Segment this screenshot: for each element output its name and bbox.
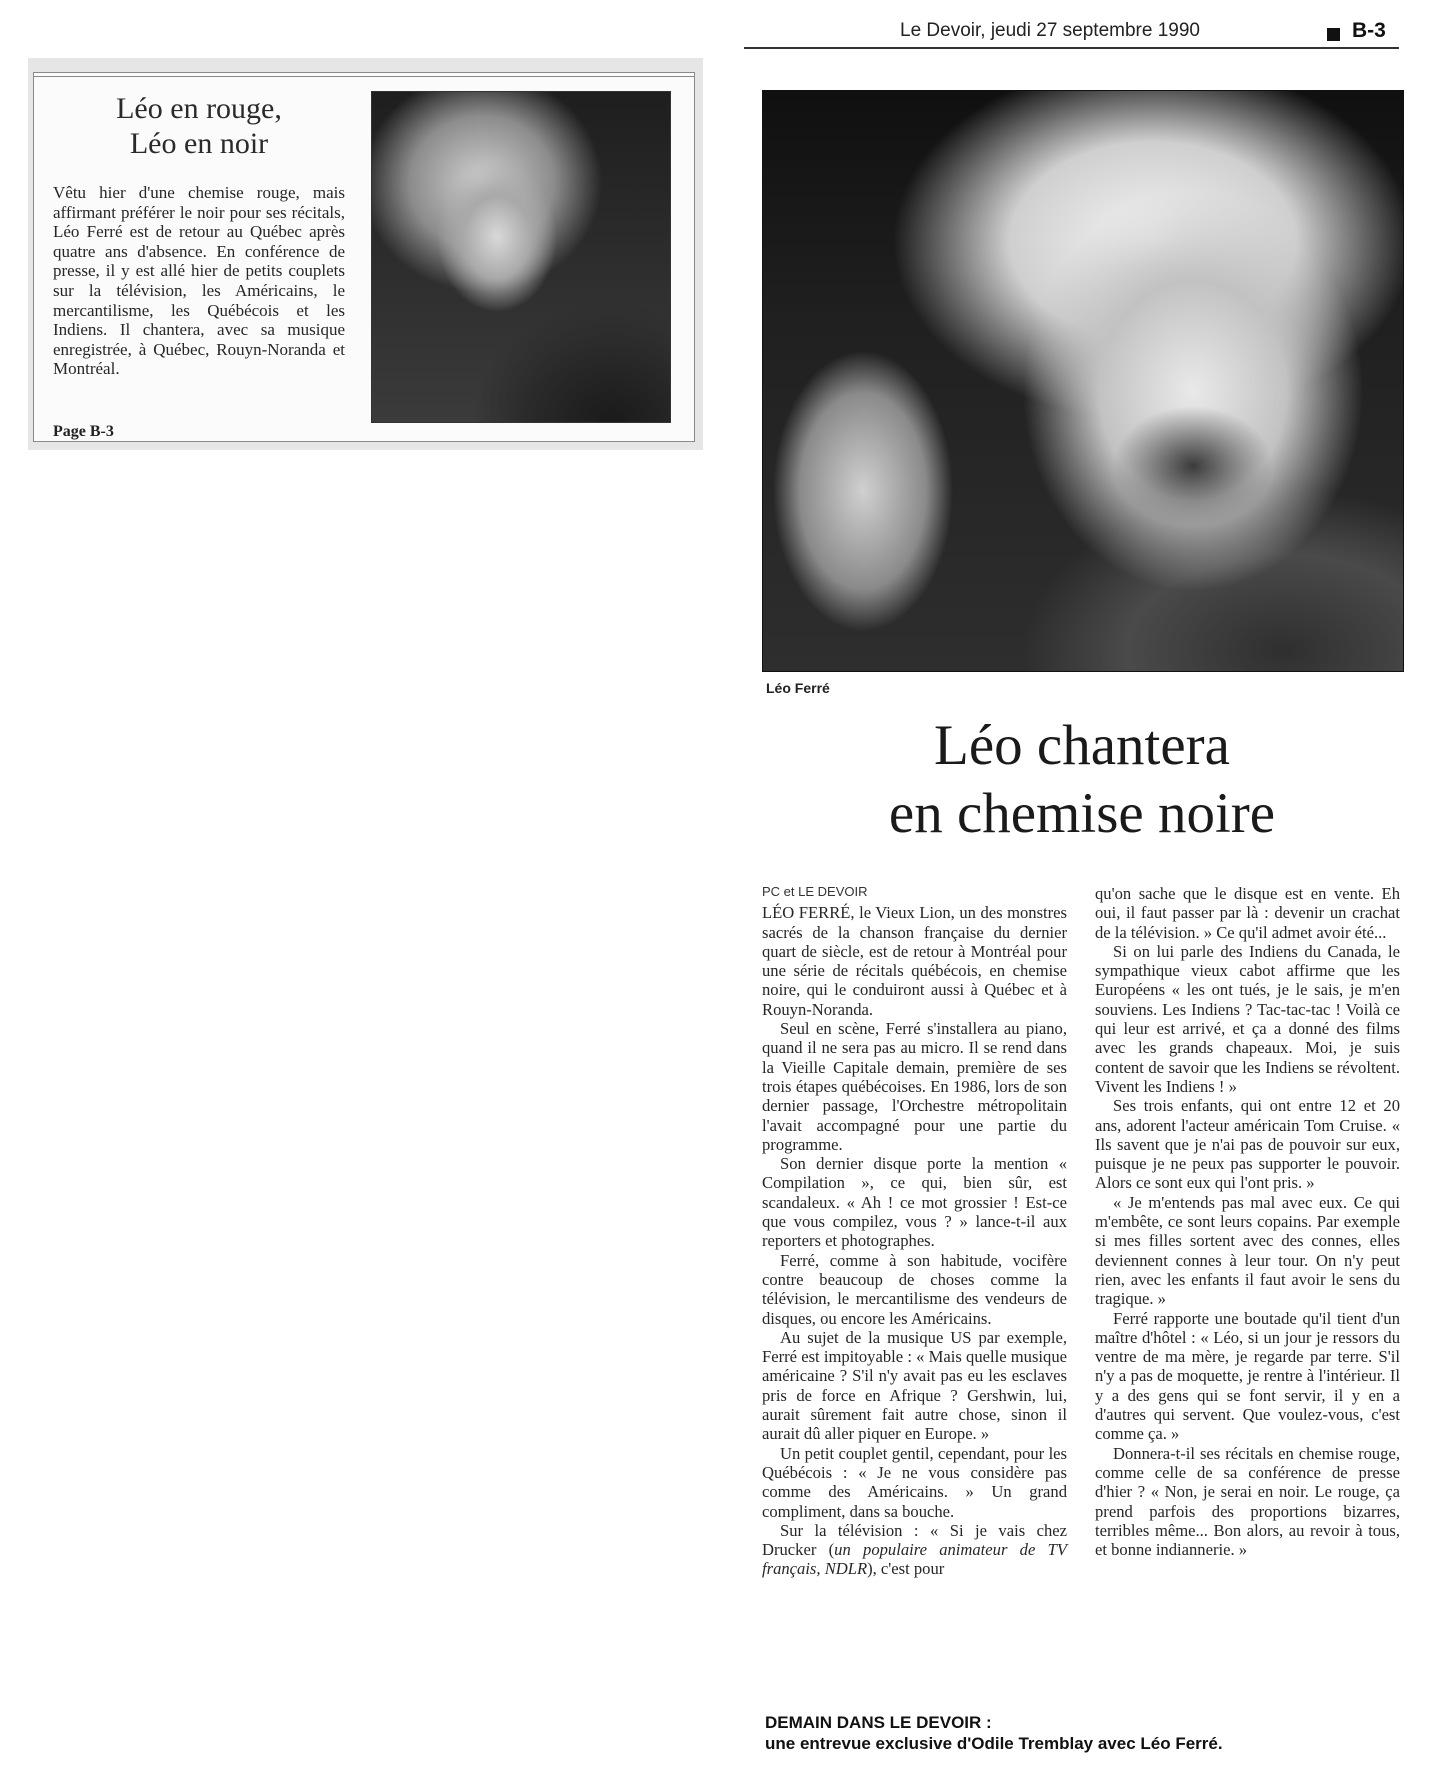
headline (762, 712, 1402, 848)
editor-note: un populaire animateur de TV français, NDLR (762, 1540, 1067, 1579)
paragraph-text: ), c'est pour (867, 1559, 945, 1579)
paragraph: Son dernier disque porte la mention « Compilation », ce qui, bien sûr, est scandaleux. « Ah ! ce mot grossier ! Est-ce que vous compilez, vous ? » lance-t-il aux reporters et photographes. (762, 1154, 1067, 1251)
article-column-1 (762, 882, 1067, 1579)
promo-line2: une entrevue exclusive d'Odile Tremblay avec Léo Ferré. (765, 1734, 1223, 1753)
paragraph: Ferré rapporte une boutade qu'il tient d'un maître d'hôtel : « Léo, si un jour je ressors du ventre de ma mère, je regarde par terre. S'il n'y a pas de moquette, je rentre à l'intérieur. Il y a des gens qui se font servir, il y en a d'autres qui servent. Que voulez-vous, c'est comme ça. » (1095, 1308, 1400, 1444)
teaser-frame (33, 72, 695, 442)
page-number: B-3 (1352, 19, 1386, 42)
dateline: Le Devoir, jeudi 27 septembre 1990 (900, 20, 1200, 41)
paragraph (762, 903, 1067, 1019)
headline-line2: en chemise noire (888, 782, 1276, 845)
paragraph: « Je m'entends pas mal avec eux. Ce qui m'embête, ce sont leurs copains. Par exemple si mes filles sortent avec des connes, elles deviennent connes à leur tour. On n'y peut rien, avec les enfants il faut avoir le sens du tragique. » (1095, 1192, 1400, 1309)
paragraph: Ferré, comme à son habitude, vocifère contre beaucoup de choses comme la télévision, le mercantilisme des vendeurs de disques, ou encore les Américains. (762, 1250, 1067, 1328)
teaser-title (54, 91, 344, 161)
square-bullet-icon (1327, 28, 1340, 41)
header-rule (744, 47, 1399, 49)
paragraph (762, 1521, 1067, 1579)
footer-promo (765, 1712, 1405, 1754)
teaser-box (28, 58, 703, 450)
paragraph-text: , le Vieux Lion, un des monstres sacrés de la chanson française du dernier quart de siècle, est de retour à Montréal pour une série de récitals québécois, en chemise noire, qui le conduiront aussi à Québec et à Rouyn-Noranda. (762, 903, 1068, 1019)
teaser-photo (371, 91, 671, 423)
lead-name: LÉO FERRÉ (762, 903, 851, 923)
main-photo (762, 90, 1404, 672)
teaser-title-line1: Léo en rouge, (116, 92, 282, 125)
promo-line1: DEMAIN DANS LE DEVOIR : (765, 1713, 992, 1732)
teaser-title-line2: Léo en noir (129, 127, 269, 160)
paragraph: Seul en scène, Ferré s'installera au piano, quand il ne sera pas au micro. Il se rend dans la Vieille Capitale demain, première de ses trois étapes québécoises. En 1986, lors de son dernier passage, l'Orchestre métropolitain l'avait accompagné pour une partie du programme. (762, 1019, 1067, 1154)
teaser-page-ref: Page B-3 (53, 423, 114, 440)
paragraph: Ses trois enfants, qui ont entre 12 et 20 ans, adorent l'acteur américain Tom Cruise. « Ils savent que je n'ai pas de pouvoir sur eux, puisque je ne peux pas supporter le pouvoir. Alors ce sont eux qui l'ont pris. » (1095, 1096, 1400, 1193)
byline: PC et LE DEVOIR (762, 884, 868, 899)
paragraph: Donnera-t-il ses récitals en chemise rouge, comme celle de sa conférence de presse d'hier ? « Non, je serai en noir. Le rouge, ça prend parfois des proportions bizarres, terribles même... Bon alors, au revoir à tous, et bonne indiannerie. » (1095, 1443, 1400, 1560)
paragraph: Un petit couplet gentil, cependant, pour les Québécois : « Je ne vous considère pas comme des Américains. » Un grand compliment, dans sa bouche. (762, 1443, 1067, 1521)
article-column-2 (1095, 884, 1400, 1559)
photo-caption: Léo Ferré (766, 680, 830, 696)
paragraph: Au sujet de la musique US par exemple, Ferré est impitoyable : « Mais quelle musique américaine ? S'il n'y avait pas eu les esclaves pris de force en Afrique ? Gershwin, lui, aurait sûrement fait autre chose, sinon il aurait dû aller piquer en Europe. » (762, 1327, 1067, 1444)
paragraph-text: Sur la télévision : « Si je vais chez Drucker ( (762, 1520, 1067, 1560)
paragraph: Si on lui parle des Indiens du Canada, le sympathique vieux cabot affirme que les Européens « les ont tués, je le sais, je m'en souviens. Les Indiens ? Tac-tac-tac ! Voilà ce qui leur est arrivé, et ça a donné des films avec les grands chapeaux. Moi, je suis content de savoir que les Indiens se révoltent. Vivent les Indiens ! » (1095, 941, 1400, 1096)
paragraph: qu'on sache que le disque est en vente. Eh oui, il faut passer par là : devenir un crachat de la télévision. » Ce qu'il admet avoir été... (1095, 884, 1400, 942)
teaser-text: Vêtu hier d'une chemise rouge, mais affirmant préférer le noir pour ses récitals, Léo Ferré est de retour au Québec après quatre ans d'absence. En conférence de presse, il y est allé hier de petits couplets sur la télévision, les Américains, le mercantilisme, les Québécois et les Indiens. Il chantera, avec sa musique enregistrée, à Québec, Rouyn-Noranda et Montréal. (53, 183, 345, 379)
headline-line1: Léo chantera (934, 714, 1230, 777)
